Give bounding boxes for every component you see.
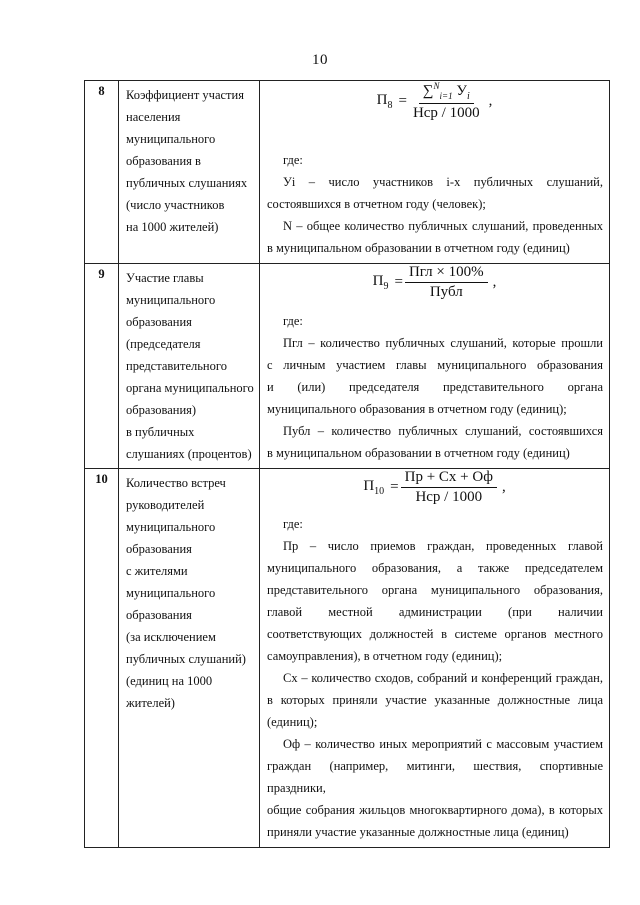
formula-lhs: П bbox=[372, 273, 384, 289]
title-line: публичных слушаниях bbox=[126, 176, 248, 190]
formula-tail: , bbox=[488, 93, 493, 109]
text-line: представительного органа муниципального образования, bbox=[267, 583, 603, 597]
formula-eq: = bbox=[398, 93, 407, 109]
text-line: N – общее количество публичных слушаний, проведенных bbox=[283, 219, 603, 233]
text-line: (единиц); bbox=[267, 715, 318, 729]
text-line: граждан (например, митинги, шествия, спортивные праздники, bbox=[267, 759, 603, 795]
formula-fraction bbox=[405, 264, 488, 301]
title-line: органа муниципального bbox=[126, 381, 254, 395]
text-line: общие собрания жильцов многоквартирного дома), в которых bbox=[267, 803, 603, 817]
formula-denominator: Нср / 1000 bbox=[415, 489, 483, 505]
title-line: населения bbox=[126, 110, 181, 124]
where-label: где: bbox=[283, 314, 303, 328]
text-line: муниципального образования, а также председателем bbox=[267, 561, 603, 575]
text-line: Оф – количество иных мероприятий с массовым участием bbox=[283, 737, 603, 751]
numerator-var-sub: i bbox=[466, 91, 470, 102]
sigma-sub: i=1 bbox=[439, 91, 453, 101]
title-line: Участие главы bbox=[126, 271, 204, 285]
indicator-title bbox=[119, 469, 260, 848]
formula bbox=[373, 264, 497, 301]
table-row-10 bbox=[85, 469, 610, 848]
title-line: образования bbox=[126, 315, 192, 329]
title-line: жителей) bbox=[126, 696, 175, 710]
formula-lhs-sub: 10 bbox=[374, 486, 385, 497]
title-line: образования в bbox=[126, 154, 201, 168]
text-line: Публ – количество публичных слушаний, состоявшихся bbox=[283, 424, 603, 438]
formula-numerator: Пгл × 100% bbox=[405, 264, 488, 283]
formula-denominator: Публ bbox=[429, 284, 463, 300]
title-line: представительного bbox=[126, 359, 227, 373]
explanation-paragraph bbox=[267, 332, 603, 420]
title-line: муниципального bbox=[126, 520, 216, 534]
numerator-var: У bbox=[456, 83, 467, 99]
explanation-cell bbox=[260, 511, 609, 847]
title-line: (за исключением bbox=[126, 630, 216, 644]
text-line: главой местной администрации (при наличии bbox=[267, 605, 603, 619]
title-line: (число участников bbox=[126, 198, 225, 212]
formula-lhs: П bbox=[363, 478, 375, 494]
explanation-paragraph bbox=[267, 733, 603, 843]
where-label: где: bbox=[283, 153, 303, 167]
formula-lhs-sub: 8 bbox=[387, 100, 393, 111]
text-line: приняли участие указанные должностные лица (единиц) bbox=[267, 825, 569, 839]
title-line: (единиц на 1000 bbox=[126, 674, 213, 688]
title-line: (председателя bbox=[126, 337, 201, 351]
row-number: 8 bbox=[85, 81, 119, 264]
table-row-8 bbox=[85, 81, 610, 264]
text-line: в муниципальном образовании в отчетном году (единиц) bbox=[267, 446, 570, 460]
formula-denominator: Нср / 1000 bbox=[412, 105, 480, 121]
title-line: слушаниях (процентов) bbox=[126, 447, 252, 461]
title-line: в публичных bbox=[126, 425, 195, 439]
title-line: публичных слушаний) bbox=[126, 652, 246, 666]
title-line: образования bbox=[126, 608, 192, 622]
text-line: в которых приняли участие указанные должностные лица bbox=[267, 693, 603, 707]
explanation-paragraph bbox=[267, 667, 603, 733]
row-number: 10 bbox=[85, 469, 119, 848]
formula-tail: , bbox=[492, 274, 497, 290]
explanation-cell bbox=[260, 308, 609, 468]
text-line: в муниципальном образовании в отчетном году (единиц) bbox=[267, 241, 570, 255]
text-line: Пгл – количество публичных слушаний, которые прошли bbox=[283, 336, 603, 350]
indicator-title bbox=[119, 264, 260, 469]
formula-cell bbox=[260, 264, 609, 308]
formula-tail: , bbox=[501, 479, 506, 495]
formula-lhs: П bbox=[376, 92, 388, 108]
table-row-9 bbox=[85, 264, 610, 469]
formula bbox=[363, 469, 505, 506]
formula-column bbox=[260, 81, 610, 264]
explanation-paragraph bbox=[267, 420, 603, 464]
formula-column bbox=[260, 264, 610, 469]
page-number: 10 bbox=[312, 52, 328, 68]
text-line: Уi – число участников i-х публичных слушаний, bbox=[283, 175, 603, 189]
indicator-table bbox=[84, 80, 610, 848]
formula-numerator: Пр + Сх + Оф bbox=[401, 469, 497, 488]
formula-eq: = bbox=[390, 479, 399, 495]
title-line: Коэффициент участия bbox=[126, 88, 244, 102]
text-line: состоявшихся в отчетном году (человек); bbox=[267, 197, 486, 211]
text-line: соответствующих должностей в системе органов местного bbox=[267, 627, 603, 641]
explanation-paragraph bbox=[267, 215, 603, 259]
title-line: муниципального bbox=[126, 586, 216, 600]
formula-cell bbox=[260, 469, 609, 511]
indicator-title bbox=[119, 81, 260, 264]
sigma-sup: N bbox=[433, 81, 440, 91]
formula-fraction bbox=[409, 81, 484, 122]
title-line: Количество встреч bbox=[126, 476, 226, 490]
text-line: Сх – количество сходов, собраний и конференций граждан, bbox=[283, 671, 603, 685]
where-label: где: bbox=[283, 517, 303, 531]
text-line: самоуправления), в отчетном году (единиц); bbox=[267, 649, 503, 663]
title-line: на 1000 жителей) bbox=[126, 220, 219, 234]
text-line: с личным участием главы муниципального образования bbox=[267, 358, 603, 372]
formula-fraction bbox=[401, 469, 497, 506]
formula-lhs-sub: 9 bbox=[383, 281, 389, 292]
explanation-cell bbox=[260, 147, 609, 263]
title-line: образования) bbox=[126, 403, 197, 417]
title-line: образования bbox=[126, 542, 192, 556]
explanation-paragraph bbox=[267, 171, 603, 215]
text-line: муниципального образования в отчетном году (единиц); bbox=[267, 402, 567, 416]
sigma-sign: ∑ bbox=[422, 83, 434, 99]
title-line: с жителями bbox=[126, 564, 188, 578]
title-line: муниципального bbox=[126, 132, 216, 146]
row-number: 9 bbox=[85, 264, 119, 469]
title-line: муниципального bbox=[126, 293, 216, 307]
formula bbox=[377, 81, 493, 122]
explanation-paragraph bbox=[267, 535, 603, 667]
title-line: руководителей bbox=[126, 498, 205, 512]
formula-column bbox=[260, 469, 610, 848]
formula-cell bbox=[260, 81, 609, 147]
text-line: и (или) председателя представительного органа bbox=[267, 380, 603, 394]
text-line: Пр – число приемов граждан, проведенных главой bbox=[283, 539, 603, 553]
formula-eq: = bbox=[394, 274, 403, 290]
